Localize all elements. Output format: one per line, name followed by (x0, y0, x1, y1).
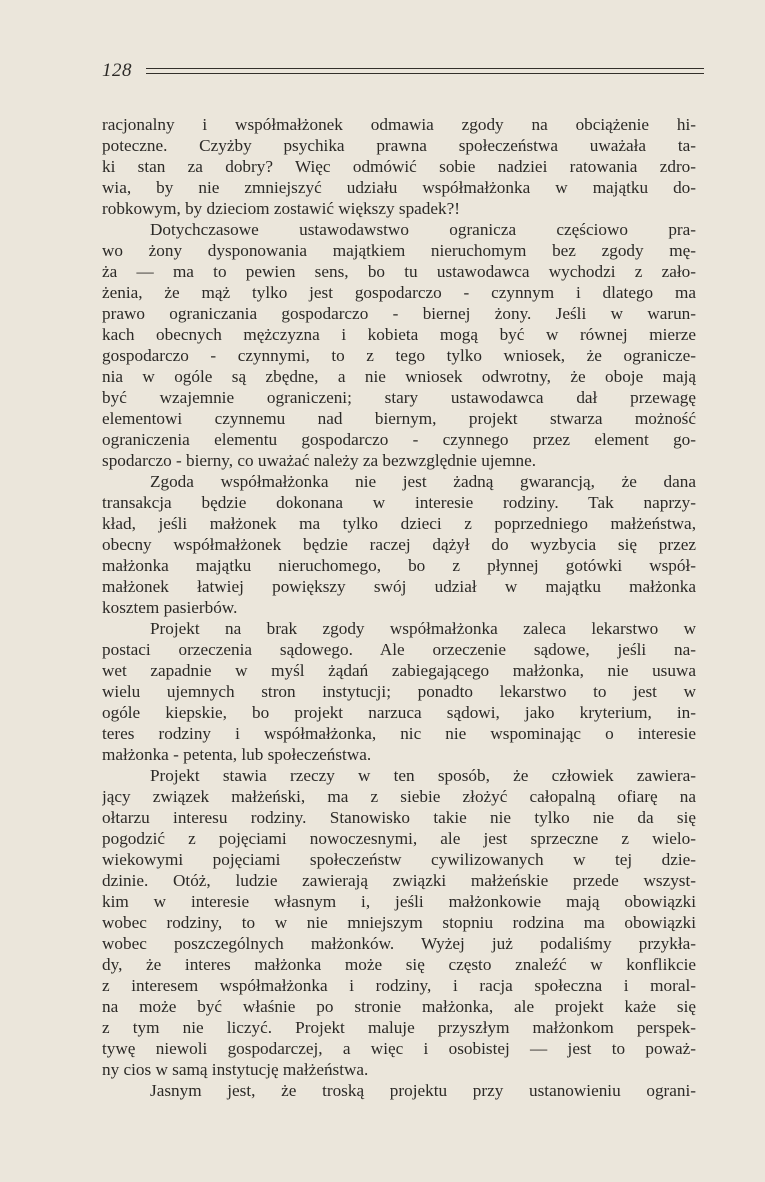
header-rule (146, 68, 704, 69)
page-number: 128 (102, 60, 132, 81)
text-line: tywę niewoli gospodarczej, a więc i osobistej — jest to poważ- (102, 1039, 696, 1058)
text-line: dzinie. Otóż, ludzie zawierają związki małżeńskie przede wszyst- (102, 871, 696, 890)
text-line: wet zapadnie w myśl żądań zabiegającego małżonka, nie usuwa (102, 661, 696, 680)
text-line: Jasnym jest, że troską projektu przy ustanowieniu ograni- (150, 1081, 696, 1100)
text-line: wo żony dysponowania majątkiem nieruchomym bez zgody mę- (102, 241, 696, 260)
text-line: małżonek łatwiej powiększy swój udział w majątku małżonka (102, 577, 696, 596)
text-line: wiekowymi pojęciami społeczeństw cywilizowanych w tej dzie- (102, 850, 696, 869)
text-line: Zgoda współmałżonka nie jest żadną gwarancją, że dana (150, 472, 696, 491)
text-line: wobec poszczególnych małżonków. Wyżej już podaliśmy przykła- (102, 934, 696, 953)
text-line: obecny współmałżonek będzie raczej dążył do wyzbycia się przez (102, 535, 696, 554)
text-line: na może być właśnie po stronie małżonka, ale projekt każe się (102, 997, 696, 1016)
text-line: wielu ujemnych stron instytucji; ponadto lekarstwo to jest w (102, 682, 696, 701)
text-line: kim w interesie własnym i, jeśli małżonkowie mają obowiązki (102, 892, 696, 911)
text-line: pogodzić z pojęciami nowoczesnymi, ale jest sprzeczne z wielo- (102, 829, 696, 848)
text-line: być wzajemnie ograniczeni; stary ustawodawca dał przewagę (102, 388, 696, 407)
text-line: ki stan za dobry? Więc odmówić sobie nadziei ratowania zdro- (102, 157, 696, 176)
text-line: teres rodziny i współmałżonka, nic nie wspominając o interesie (102, 724, 696, 743)
text-line: ża — ma to pewien sens, bo tu ustawodawca wychodzi z zało- (102, 262, 696, 281)
text-line: kosztem pasierbów. (102, 598, 238, 617)
text-line: małżonka majątku nieruchomego, bo z płynnej gotówki współ- (102, 556, 696, 575)
text-line: ogóle kiepskie, bo projekt narzuca sądowi, jako kryterium, in- (102, 703, 696, 722)
text-line: nia w ogóle są zbędne, a nie wniosek odwrotny, że oboje mają (102, 367, 696, 386)
body-text (102, 114, 696, 1101)
text-line: Projekt stawia rzeczy w ten sposób, że człowiek zawiera- (150, 766, 696, 785)
text-line: kład, jeśli małżonek ma tylko dzieci z poprzedniego małżeństwa, (102, 514, 696, 533)
text-line: kach obecnych mężczyzna i kobieta mogą być w równej mierze (102, 325, 696, 344)
text-line: dy, że interes małżonka może się często znaleźć w konflikcie (102, 955, 696, 974)
text-line: transakcja będzie dokonana w interesie rodziny. Tak naprzy- (102, 493, 696, 512)
text-line: z interesem współmałżonka i rodziny, i racja społeczna i moral- (102, 976, 696, 995)
text-line: Projekt na brak zgody współmałżonka zaleca lekarstwo w (150, 619, 696, 638)
text-line: poteczne. Czyżby psychika prawna społeczeństwa uważała ta- (102, 136, 696, 155)
text-line: z tym nie liczyć. Projekt maluje przyszłym małżonkom perspek- (102, 1018, 696, 1037)
text-line: robkowym, by dzieciom zostawić większy spadek?! (102, 199, 460, 218)
text-line: postaci orzeczenia sądowego. Ale orzeczenie sądowe, jeśli na- (102, 640, 696, 659)
text-line: ny cios w samą instytucję małżeństwa. (102, 1060, 369, 1079)
text-line: Dotychczasowe ustawodawstwo ogranicza częściowo pra- (150, 220, 696, 239)
text-line: ograniczenia elementu gospodarczo - czynnego przez element go- (102, 430, 696, 449)
text-line: małżonka - petenta, lub społeczeństwa. (102, 745, 372, 764)
text-line: jący związek małżeński, ma z siebie złożyć całopalną ofiarę na (102, 787, 696, 806)
text-line: ołtarzu interesu rodziny. Stanowisko takie nie tylko nie da się (102, 808, 696, 827)
text-line: żenia, że mąż tylko jest gospodarczo - czynnym i dlatego ma (102, 283, 696, 302)
text-line: elementowi czynnemu nad biernym, projekt stwarza możność (102, 409, 696, 428)
text-line: spodarczo - bierny, co uważać należy za bezwzględnie ujemne. (102, 451, 537, 470)
text-line: wobec rodziny, to w nie mniejszym stopniu rodzina ma obowiązki (102, 913, 696, 932)
text-line: racjonalny i współmałżonek odmawia zgody na obciążenie hi- (102, 115, 696, 134)
text-line: gospodarczo - czynnymi, to z tego tylko wniosek, że ogranicze- (102, 346, 696, 365)
header-rule (146, 73, 704, 74)
running-header (102, 60, 704, 84)
text-line: prawo ograniczania gospodarczo - biernej żony. Jeśli w warun- (102, 304, 696, 323)
text-line: wia, by nie zmniejszyć udziału współmałżonka w majątku do- (102, 178, 696, 197)
